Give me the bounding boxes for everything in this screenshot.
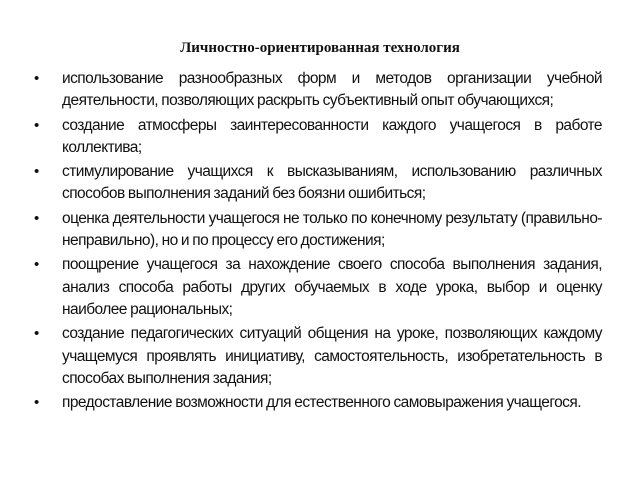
list-item-text: предоставление возможности для естественного самовыражения учащегося. (62, 394, 581, 412)
list-item-text: поощрение учащегося за нахождение своего способа выполнения задания, анализ способа работы других обучаемых в ходе урока, выбор и оценку наиболее рациональных; (62, 256, 602, 318)
list-item-text: стимулирование учащихся к высказываниям, использованию различных способов выполнения заданий без боязни ошибиться; (62, 163, 602, 203)
bullet-icon: • (34, 163, 39, 181)
list-item (34, 115, 602, 160)
bullet-icon: • (34, 394, 39, 412)
list-item (34, 392, 602, 414)
list-item-text: использование разнообразных форм и методов организации учебной деятельности, позволяющих раскрыть субъективный опыт обучающихся; (62, 70, 602, 110)
list-item-text: оценка деятельности учащегося не только по конечному результату (правильно-неправильно), но и по процессу его достижения; (62, 209, 602, 250)
bullet-icon: • (34, 116, 39, 134)
list-item (34, 254, 602, 321)
list-item (34, 208, 602, 253)
bullet-icon: • (34, 325, 39, 343)
list-item (34, 161, 602, 206)
list-item (34, 68, 602, 113)
bullet-icon: • (34, 209, 39, 227)
list-item (34, 323, 602, 390)
slide-title: Личностно-ориентированная технология (180, 40, 460, 56)
list-item-text: создание педагогических ситуаций общения на уроке, позволяющих каждому учащемуся проявлять инициативу, самостоятельность, изобретательность в способах выполнения задания; (62, 325, 602, 387)
bullet-list (34, 68, 602, 416)
bullet-icon: • (34, 70, 39, 87)
list-item-text: создание атмосферы заинтересованности каждого учащегося в работе коллектива; (62, 116, 602, 156)
bullet-icon: • (34, 256, 39, 274)
